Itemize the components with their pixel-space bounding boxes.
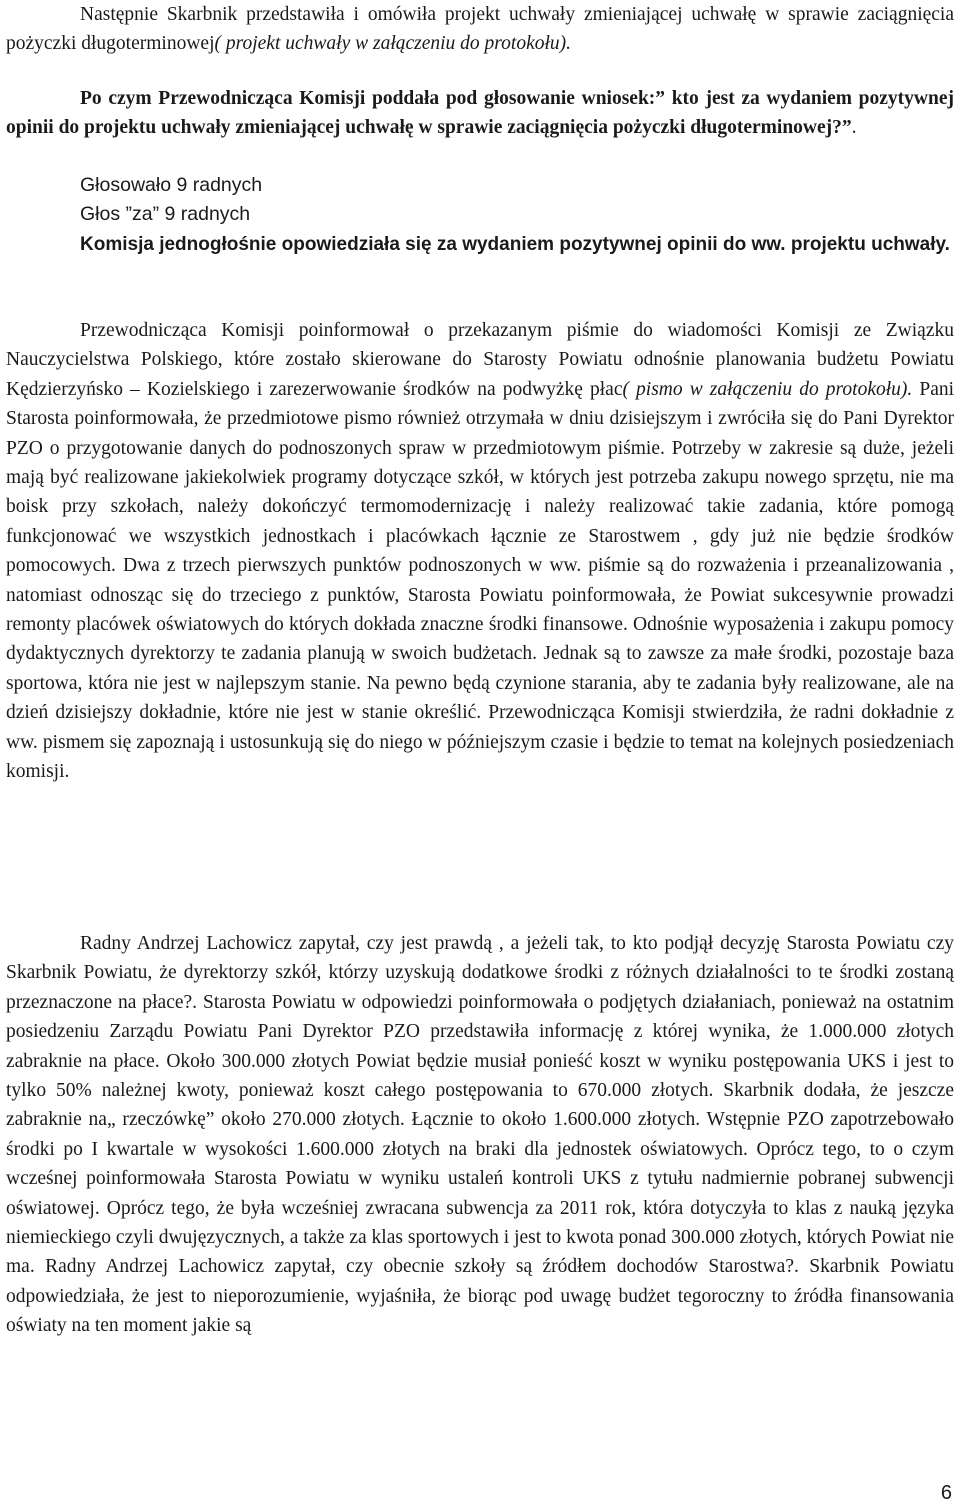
page-number: 6	[940, 1482, 952, 1504]
paragraph-text-a: Przewodnicząca Komisji poinformował o przekazanym piśmie do wiadomości Komisji ze Związku Nauczycielstwa Polskiego, które zostało skierowane do Starosty Powiatu odnośnie planowania budżetu Powiatu Kędzierzyńsko – Kozielskiego i zarezerwowanie środków na podwyżkę płac	[6, 320, 954, 400]
motion-text: Po czym Przewodnicząca Komisji poddała pod głosowanie wniosek:” kto jest za wydaniem pozytywnej opinii do projektu uchwały zmieniającej uchwałę w sprawie zaciągnięcia pożyczki długoterminowej?”	[6, 88, 954, 139]
attachment-note: ( projekt uchwały w załączeniu do protokołu).	[214, 33, 572, 55]
paragraph-skarbnik-projekt	[6, 0, 954, 59]
motion-tail: .	[851, 117, 857, 139]
vote-for-line: Głos ”za” 9 radnych	[80, 203, 251, 225]
paragraph-text: Następnie Skarbnik przedstawiła i omówiła projekt uchwały zmieniającej uchwałę w sprawie zaciągnięcia pożyczki długoterminowej	[6, 4, 954, 55]
paragraph-text-b: Pani Starosta poinformowała, że przedmiotowe pismo również otrzymała w dniu dzisiejszym i zwróciła się do Pani Dyrektor PZO o przygotowanie danych do podnoszonych spraw w przedmiotowym piśmie. Potrzeby w zakresie są duże, jeżeli mają być realizowane jakiekolwiek programy dotyczące szkół, w których jest potrzeba zakupu nowego sprzętu, nie ma boisk przy szkołach, należy dokończyć termomodernizację i należy realizować takie zadania, które pomogą funkcjonować we wszystkich jednostkach i placówkach łącznie ze Starostwem , gdy już nie będzie środków pomocowych. Dwa z trzech pierwszych punktów podnoszonych w ww. piśmie są do rozważenia i przeanalizowania , natomiast odnosząc się do trzeciego z punktów, Starosta Powiatu poinformowała, że Powiat sukcesywnie prowadzi remonty placówek oświatowych do których dokłada znaczne środki finansowe. Odnośnie wyposażenia i zakupu pomocy dydaktycznych dyrektorzy te zadania planują w swoich budżetach. Jednak są to zawsze za małe środki, pozostaje baza sportowa, która nie jest w najlepszym stanie. Na pewno będą czynione starania, aby te zadania były realizowane, ale na dzień dzisiejszy dokładnie, które nie jest w stanie określić. Przewodnicząca Komisji stwierdziła, że radni dokładnie z ww. pismem się zapoznają i ustosunkują się do niego w późniejszym czasie i będzie to temat na kolejnych posiedzeniach komisji.	[6, 378, 955, 783]
paragraph-znp-pismo	[6, 316, 954, 787]
attachment-note: ( pismo w załączeniu do protokołu).	[622, 378, 913, 400]
vote-count-line: Głosowało 9 radnych	[80, 174, 263, 196]
paragraph-lachowicz-pytanie: Radny Andrzej Lachowicz zapytał, czy jest prawdą , a jeżeli tak, to kto podjął decyzję Starosta Powiatu czy Skarbnik Powiatu, że dyrektorzy szkół, którzy uzyskują dodatkowe środki z różnych działalności to te środki zostaną przeznaczone na płace?. Starosta Powiatu w odpowiedzi poinformowała o podjętych działaniach, ponieważ na ostatnim posiedzeniu Zarządu Powiatu Pani Dyrektor PZO przedstawiła informację z której wynika, że 1.000.000 złotych zabraknie na płace. Około 300.000 złotych Powiat będzie musiał ponieść koszt w wyniku postępowania UKS i jest to tylko 50% należnej kwoty, ponieważ koszt całego postępowania to 670.000 złotych. Skarbnik dodała, że jeszcze zabraknie na„ rzeczówkę” około 270.000 złotych. Łącznie to około 1.600.000 złotych. Wstępnie PZO zapotrzebowało środki po I kwartale w wysokości 1.600.000 złotych na braki dla jednostek oświatowych. Oprócz tego, to o czym wcześnej poinformowała Starosta Powiatu w wyniku ustaleń kontroli UKS z tytułu nadmiernie pobranej subwencji oświatowej. Oprócz tego, że była wcześniej zwracana subwencja za 2011 rok, która dotyczyła to klas z nauką języka niemieckiego czyli dwujęzycznych, a także za klas sportowych i jest to kwota ponad 300.000 złotych, których Powiat nie ma. Radny Andrzej Lachowicz zapytał, czy obecnie szkoły są źródłem dochodów Starostwa?. Skarbnik Powiatu odpowiedziała, że jest to nieporozumienie, wyjaśniła, że biorąc pod uwagę budżet tegoroczny to źródła finansowania oświaty na ten moment jakie są	[6, 933, 954, 1337]
paragraph-komisja-opinia: Komisja jednogłośnie opowiedziała się za wydaniem pozytywnej opinii do ww. projektu uchwały.	[80, 234, 950, 255]
paragraph-glosowanie-wniosek	[6, 84, 954, 143]
